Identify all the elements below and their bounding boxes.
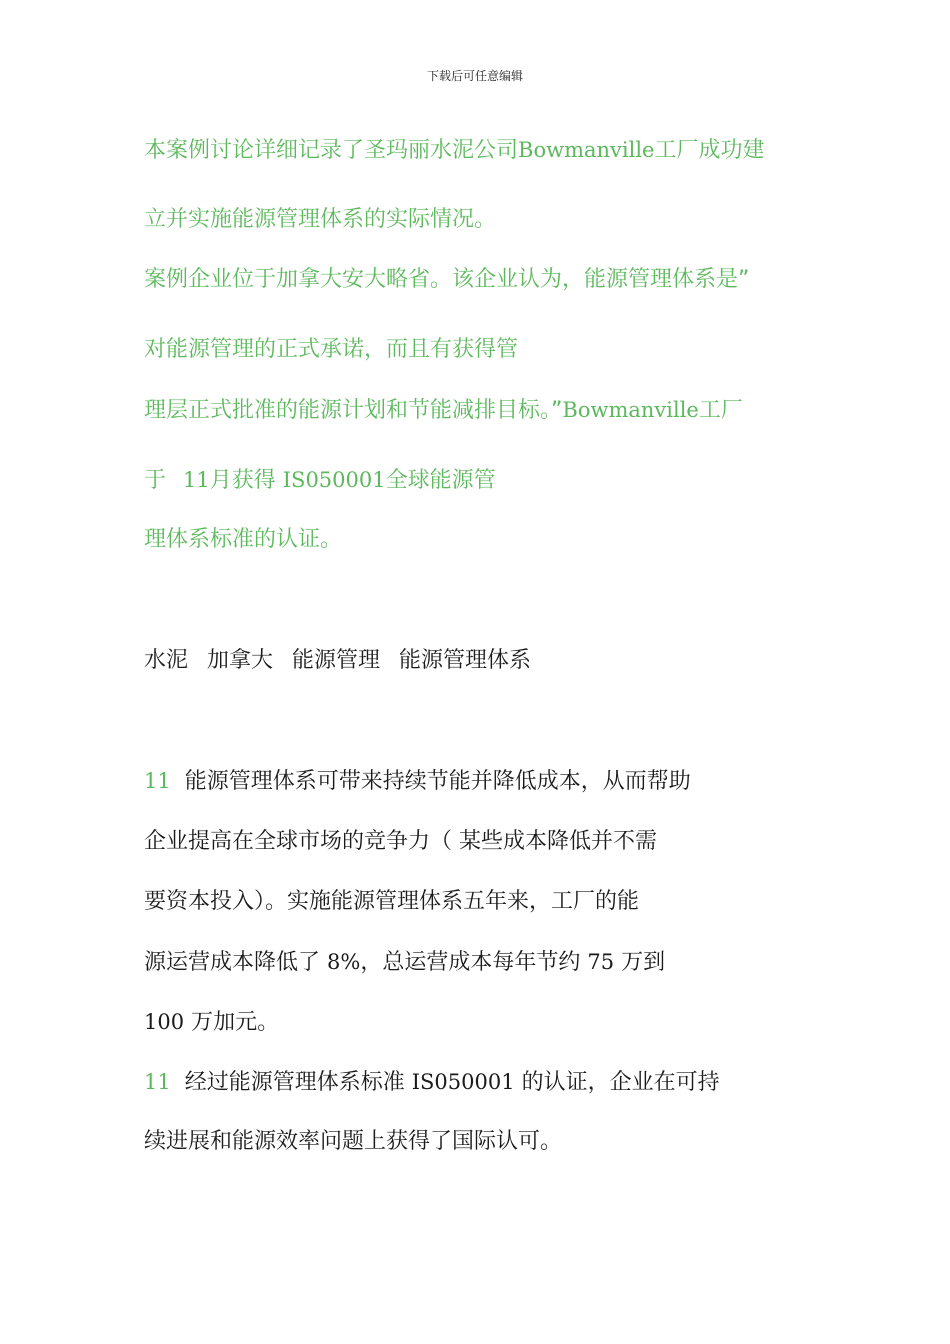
point-text: 万加元。 [191,1010,280,1035]
abstract-line-2: 立并实施能源管理体系的实际情况。 [144,207,497,232]
abstract-line-1 [144,135,764,166]
abstract-text: 全球能源管 [385,468,496,493]
point-latin: 75 [587,950,615,974]
abstract-latin: Bowmanville [518,138,655,162]
point-1-line-1 [144,766,691,797]
abstract-latin: Bowmanville [562,398,699,422]
abstract-latin: 11 [183,468,210,492]
point-number: 11 [144,769,171,793]
point-text: 经过能源管理体系标准 [184,1070,405,1095]
abstract-text: 理层正式批准的能源计划和节能减排目标。” [144,398,563,423]
abstract-text: 工厂成功建 [654,138,765,163]
point-1-line-3: 要资本投入）。实施能源管理体系五年来，工厂的能 [144,889,640,914]
point-1-line-4 [144,947,665,978]
abstract-text: 月获得 [209,468,276,493]
abstract-text: 本案例讨论详细记录了圣玛丽水泥公司 [144,138,519,163]
point-2-line-2: 续进展和能源效率问题上获得了国际认可。 [144,1129,563,1154]
keyword: 能源管理 [292,648,381,673]
point-1-line-2: 企业提高在全球市场的竞争力（ 某些成本降低并不需 [144,829,657,854]
point-latin: 8% [327,950,361,974]
abstract-line-7: 理体系标准的认证。 [144,527,343,552]
point-1-line-5 [144,1007,279,1038]
abstract-text: 于 [144,468,167,493]
point-latin: IS050001 [411,1070,515,1094]
abstract-line-6 [144,465,496,496]
point-number: 11 [144,1070,171,1094]
keyword: 能源管理体系 [399,648,532,673]
point-text: 源运营成本降低了 [144,950,321,975]
point-2-line-1 [144,1067,720,1098]
abstract-line-5 [144,395,743,426]
page-header: 下载后可任意编辑 [426,69,523,83]
point-latin: 100 [144,1010,185,1034]
abstract-line-4: 对能源管理的正式承诺，而且有获得管 [144,337,519,362]
point-text: 的认证，企业在可持 [521,1070,720,1095]
abstract-latin: IS050001 [282,468,386,492]
abstract-line-3: 案例企业位于加拿大安大略省。该企业认为，能源管理体系是” [144,267,750,292]
point-text: ，总运营成本每年节约 [360,950,581,975]
abstract-text: 工厂 [698,398,743,423]
keywords-line [144,646,543,676]
point-text: 万到 [621,950,666,975]
point-text: 能源管理体系可带来持续节能并降低成本，从而帮助 [184,769,691,794]
keyword: 水泥 [144,648,189,673]
keyword: 加拿大 [207,648,274,673]
